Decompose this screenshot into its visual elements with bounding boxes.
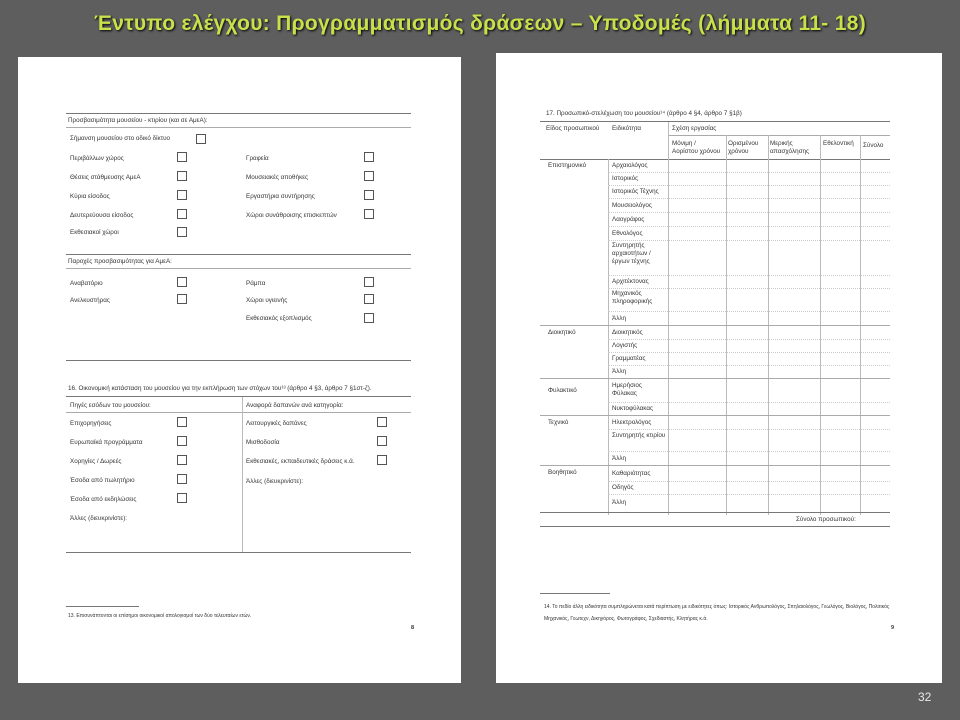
footnote-14: 14. Το πεδίο άλλη ειδικότητα συμπληρώνεται κατά περίπτωση με ειδικότητες όπως: Ιστορικός Ανθρωπολόγος, Σπηλαιολόγος, Γεωλόγος, Βιολόγος, Πολιτικός Μηχανικός, Γεωτεχν, Δικηγόρος, Φωτογράφος, Σχεδιαστής, Κλητήρας κ.ά. [544, 604, 890, 622]
revenue-header: Πηγές εσόδων του μουσείου: [70, 402, 151, 409]
amea-left-label: Αναβατόριο [70, 280, 103, 287]
footnote-13: 13. Επισυνάπτονται οι επίσημοι οικονομικοί απολογισμοί των δύο τελευταίων ετών. [68, 613, 252, 619]
acc-right-label: Εργαστήρια συντήρησης [246, 193, 315, 200]
amea-right-checkbox[interactable] [364, 277, 374, 287]
page-number-left: 8 [411, 625, 415, 631]
finance-heading: 16. Οικονομική κατάσταση του μουσείου για την εκπλήρωση των στόχων του¹³ (άρθρο 4 §3, άρθρο 7 §1στ-ζ). [68, 385, 372, 392]
specialty-row: Αρχαιολόγος [612, 162, 648, 169]
revenue-label: Χορηγίες / Δωρεές [70, 458, 122, 465]
amea-right-label: Χώροι υγιεινής [246, 297, 288, 304]
specialty-row: Αρχιτέκτονας [612, 278, 649, 285]
specialty-row: Καθαριότητας [612, 470, 651, 477]
col-specialty: Ειδικότητα [612, 125, 642, 132]
amea-header: Παροχές προσβασιμότητας για ΑμεΑ: [68, 258, 172, 265]
revenue-other-label: Άλλες (διευκρινίστε): [70, 515, 128, 522]
acc-left-checkbox[interactable] [177, 209, 187, 219]
specialty-row: Άλλη [612, 315, 627, 322]
amea-right-label: Ράμπα [246, 280, 266, 287]
acc-left-label: Θέσεις στάθμευσης ΑμεΑ [70, 174, 141, 181]
amea-right-label: Εκθεσιακός εξοπλισμός [246, 315, 312, 322]
group-label: Επιστημονικό [548, 162, 587, 169]
form-page-left [18, 57, 461, 683]
revenue-checkbox[interactable] [177, 417, 187, 427]
slide-number: 32 [918, 690, 932, 704]
amea-left-label: Ανελκυστήρας [70, 297, 110, 304]
acc-left-label: Περιβάλλων χώρος [70, 155, 124, 162]
acc-left-checkbox[interactable] [177, 171, 187, 181]
group-label: Βοηθητικό [548, 469, 577, 476]
acc-right-checkbox[interactable] [364, 209, 374, 219]
revenue-checkbox[interactable] [177, 493, 187, 503]
amea-right-checkbox[interactable] [364, 294, 374, 304]
revenue-label: Έσοδα από εκδηλώσεις [70, 496, 137, 503]
subcol-label: Ορισμένου χρόνου [728, 140, 759, 155]
group-label: Φυλακτικό [548, 387, 577, 394]
subcol-label: Εθελοντική [823, 140, 854, 147]
form-page-right [496, 53, 942, 683]
staff-heading: 17. Προσωπικό-στελέχωση του μουσείου¹⁴ (άρθρο 4 §4, άρθρο 7 §1β) [546, 110, 742, 117]
acc-right-label: Γραφεία [246, 155, 269, 162]
accessibility-header: Προσβασιμότητα μουσείου - κτιρίου (και σε ΑμεΑ): [68, 117, 208, 124]
acc-right-label: Χώροι συνάθροισης επισκεπτών [246, 212, 337, 219]
acc-right-label: Μουσειακές αποθήκες [246, 174, 309, 181]
expense-other-label: Άλλες (διευκρινίστε): [246, 478, 304, 485]
revenue-label: Ευρωπαϊκά προγράμματα [70, 439, 143, 446]
revenue-label: Έσοδα από πωλητήριο [70, 477, 135, 484]
specialty-row: Γραμματέας [612, 355, 646, 362]
expense-checkbox[interactable] [377, 417, 387, 427]
slide-title: Έντυπο ελέγχου: Προγραμματισμός δράσεων – Υποδομές (λήμματα 11- 18) [94, 12, 866, 35]
specialty-row: Νυκτοφύλακας [612, 405, 654, 412]
amea-left-checkbox[interactable] [177, 277, 187, 287]
col-category: Είδος προσωπικού [546, 125, 600, 132]
expense-label: Μισθοδοσία [246, 439, 280, 446]
acc-left-checkbox[interactable] [177, 227, 187, 237]
specialty-row: Άλλη [612, 499, 627, 506]
acc-right-checkbox[interactable] [364, 152, 374, 162]
acc-left-label: Εκθεσιακοί χώροι [70, 229, 119, 236]
expense-checkbox[interactable] [377, 436, 387, 446]
subcol-label: Μερικής απασχόλησης [770, 140, 810, 155]
revenue-label: Επιχορηγήσεις [70, 420, 112, 427]
acc-right-checkbox[interactable] [364, 171, 374, 181]
subcol-label: Σύνολο [863, 142, 884, 149]
specialty-row: Λογιστής [612, 342, 638, 349]
expense-checkbox[interactable] [377, 455, 387, 465]
acc-left-label: Δευτερεύουσα είσοδος [70, 212, 134, 219]
amea-right-checkbox[interactable] [364, 313, 374, 323]
specialty-row: Συντηρητής κτιρίου [612, 432, 666, 439]
acc-left-checkbox[interactable] [177, 152, 187, 162]
specialty-row: Συντηρητής αρχαιοτήτων / έργων τέχνης [612, 242, 651, 265]
amea-left-checkbox[interactable] [177, 294, 187, 304]
revenue-checkbox[interactable] [177, 455, 187, 465]
specialty-row: Άλλη [612, 455, 627, 462]
specialty-row: Άλλη [612, 368, 627, 375]
acc-left-checkbox[interactable] [177, 190, 187, 200]
acc-left-label: Κύρια είσοδος [70, 193, 110, 200]
specialty-row: Μηχανικός πληροφορικής [612, 290, 653, 305]
specialty-row: Λαογράφος [612, 216, 645, 223]
expense-label: Λειτουργικές δαπάνες [246, 420, 307, 427]
group-label: Τεχνικό [548, 419, 569, 426]
specialty-row: Ιστορικός [612, 175, 639, 182]
acc-right-checkbox[interactable] [364, 190, 374, 200]
revenue-checkbox[interactable] [177, 474, 187, 484]
specialty-row: Οδηγός [612, 484, 634, 491]
page-number-right: 9 [891, 625, 895, 631]
revenue-checkbox[interactable] [177, 436, 187, 446]
total-staff-label: Σύνολο προσωπικού: [796, 516, 856, 523]
group-label: Διοικητικό [548, 329, 576, 336]
specialty-row: Ημερήσιος Φύλακας [612, 382, 642, 397]
specialty-row: Διοικητικός [612, 329, 643, 336]
expense-header: Αναφορά δαπανών ανά κατηγορία: [246, 402, 344, 409]
subcol-label: Μόνιμη / Αορίστου χρόνου [672, 140, 721, 155]
specialty-row: Ηλεκτρολόγος [612, 419, 652, 426]
network-sign-label: Σήμανση μουσείου στο οδικό δίκτυο [70, 135, 171, 142]
specialty-row: Ιστορικός Τέχνης [612, 188, 659, 195]
specialty-row: Μουσειολόγος [612, 202, 652, 209]
specialty-row: Εθνολόγος [612, 230, 643, 237]
network-sign-checkbox[interactable] [196, 134, 206, 144]
expense-label: Εκθεσιακές, εκπαιδευτικές δράσεις κ.ά. [246, 458, 355, 465]
col-relation: Σχέση εργασίας [672, 125, 717, 132]
